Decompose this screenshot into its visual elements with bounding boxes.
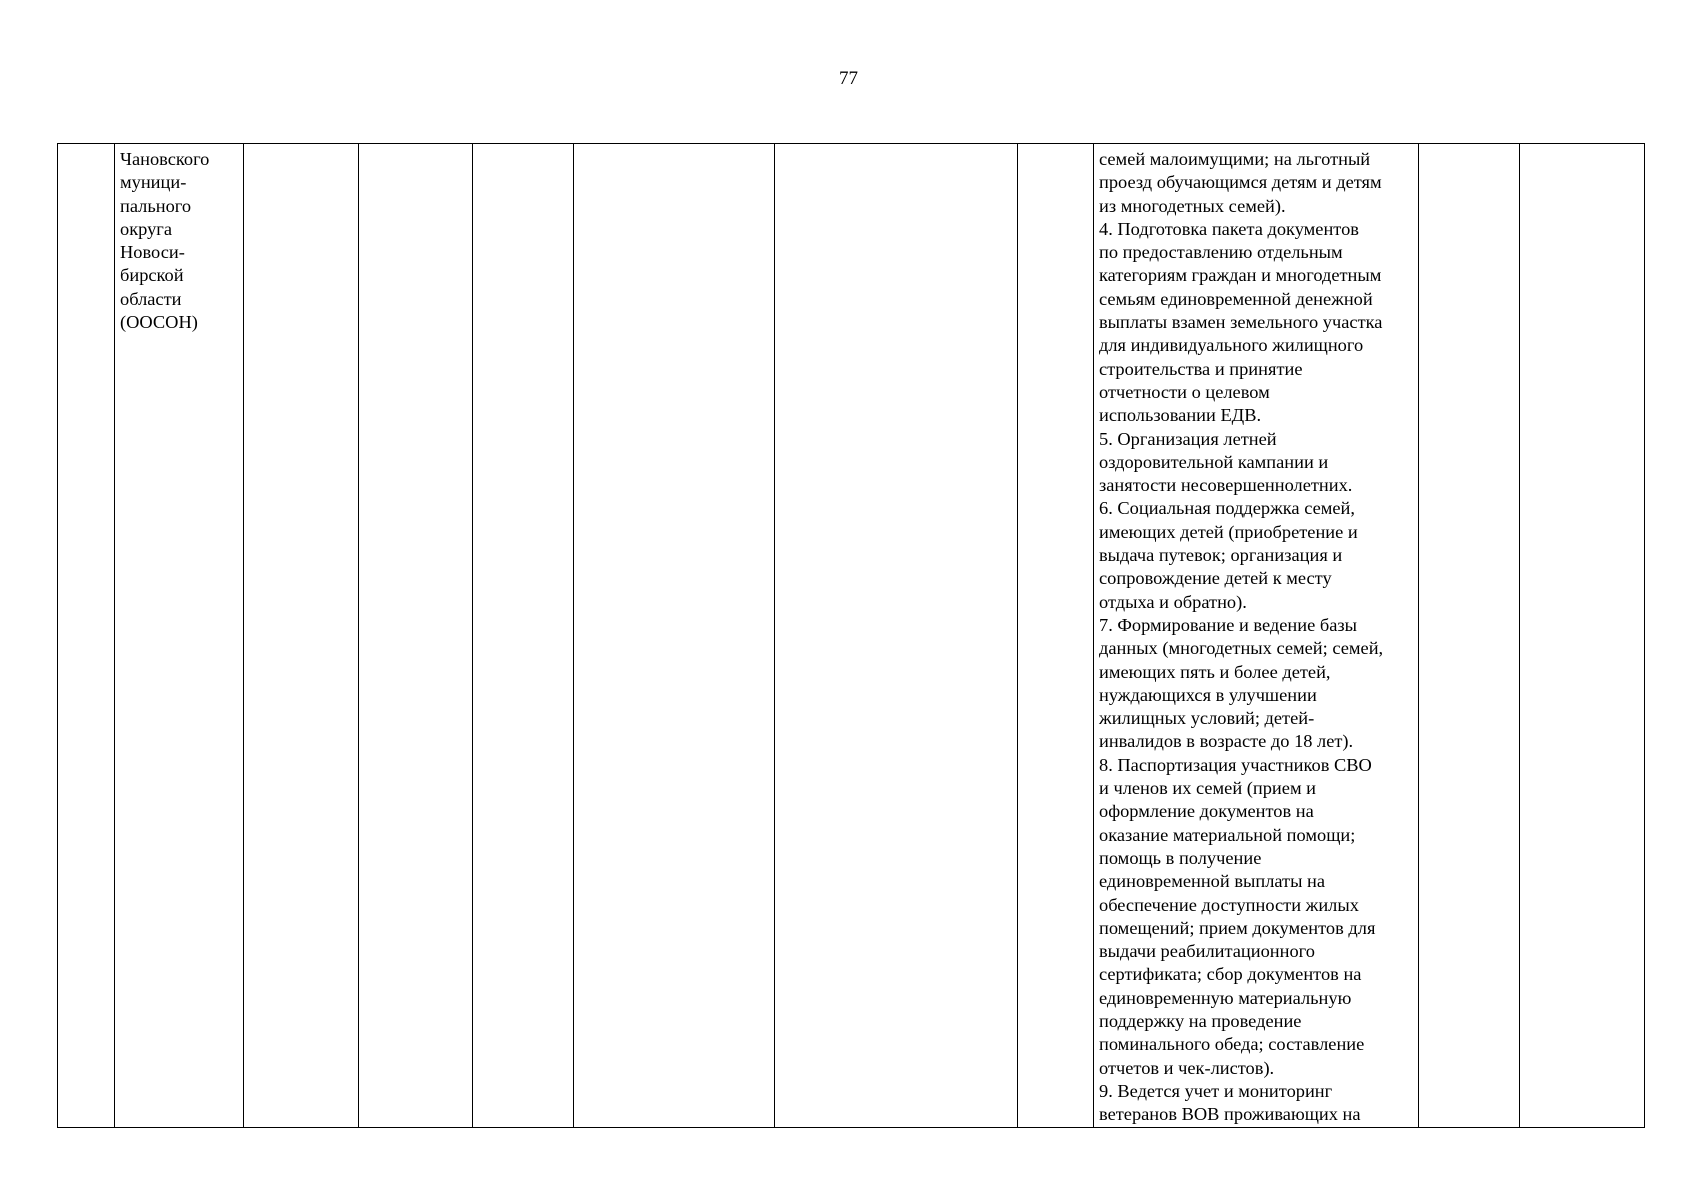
page-number: 77 [839,68,858,89]
table-cell-col5 [473,144,574,1128]
table-cell-col8 [1018,144,1094,1128]
table-cell-functions [1094,144,1419,1128]
functions-text: семей малоимущими; на льготный проезд обучающимся детям и детям из многодетных семей). 4. Подготовка пакета документов по предоставлению отдельным категориям граждан и многодетным семьям единовременной денежной выплаты взамен земельного участка для индивидуального жилищного строительства и принятие отчетности о целевом использовании ЕДВ. 5. Организация летней оздоровительной кампании и занятости несовершеннолетних. 6. Социальная поддержка семей, имеющих детей (приобретение и выдача путевок; организация и сопровождение детей к месту отдыха и обратно). 7. Формирование и ведение базы данных (многодетных семей; семей, имеющих пять и более детей, нуждающихся в улучшении жилищных условий; детей- инвалидов в возрасте до 18 лет). 8. Паспортизация участников СВО и членов их семей (прием и оформление документов на оказание материальной помощи; помощь в получение единовременной выплаты на обеспечение доступности жилых помещений; прием документов для выдачи реабилитационного сертификата; сбор документов на единовременную материальную поддержку на проведение поминального обеда; составление отчетов и чек-листов). 9. Ведется учет и мониторинг ветеранов ВОВ проживающих на [1099,149,1384,1125]
table-cell-number [58,144,115,1128]
table-cell-col6 [574,144,775,1128]
table-cell-col3 [244,144,359,1128]
table-cell-organization [115,144,244,1128]
table-cell-col4 [359,144,473,1128]
table-row [58,144,1645,1128]
table-cell-col11 [1520,144,1645,1128]
table-cell-col10 [1419,144,1520,1128]
organization-text: Чановского муници- пального округа Новоси- бирской области (ООСОН) [120,149,210,333]
document-table [57,143,1645,1128]
table-cell-col7 [775,144,1018,1128]
